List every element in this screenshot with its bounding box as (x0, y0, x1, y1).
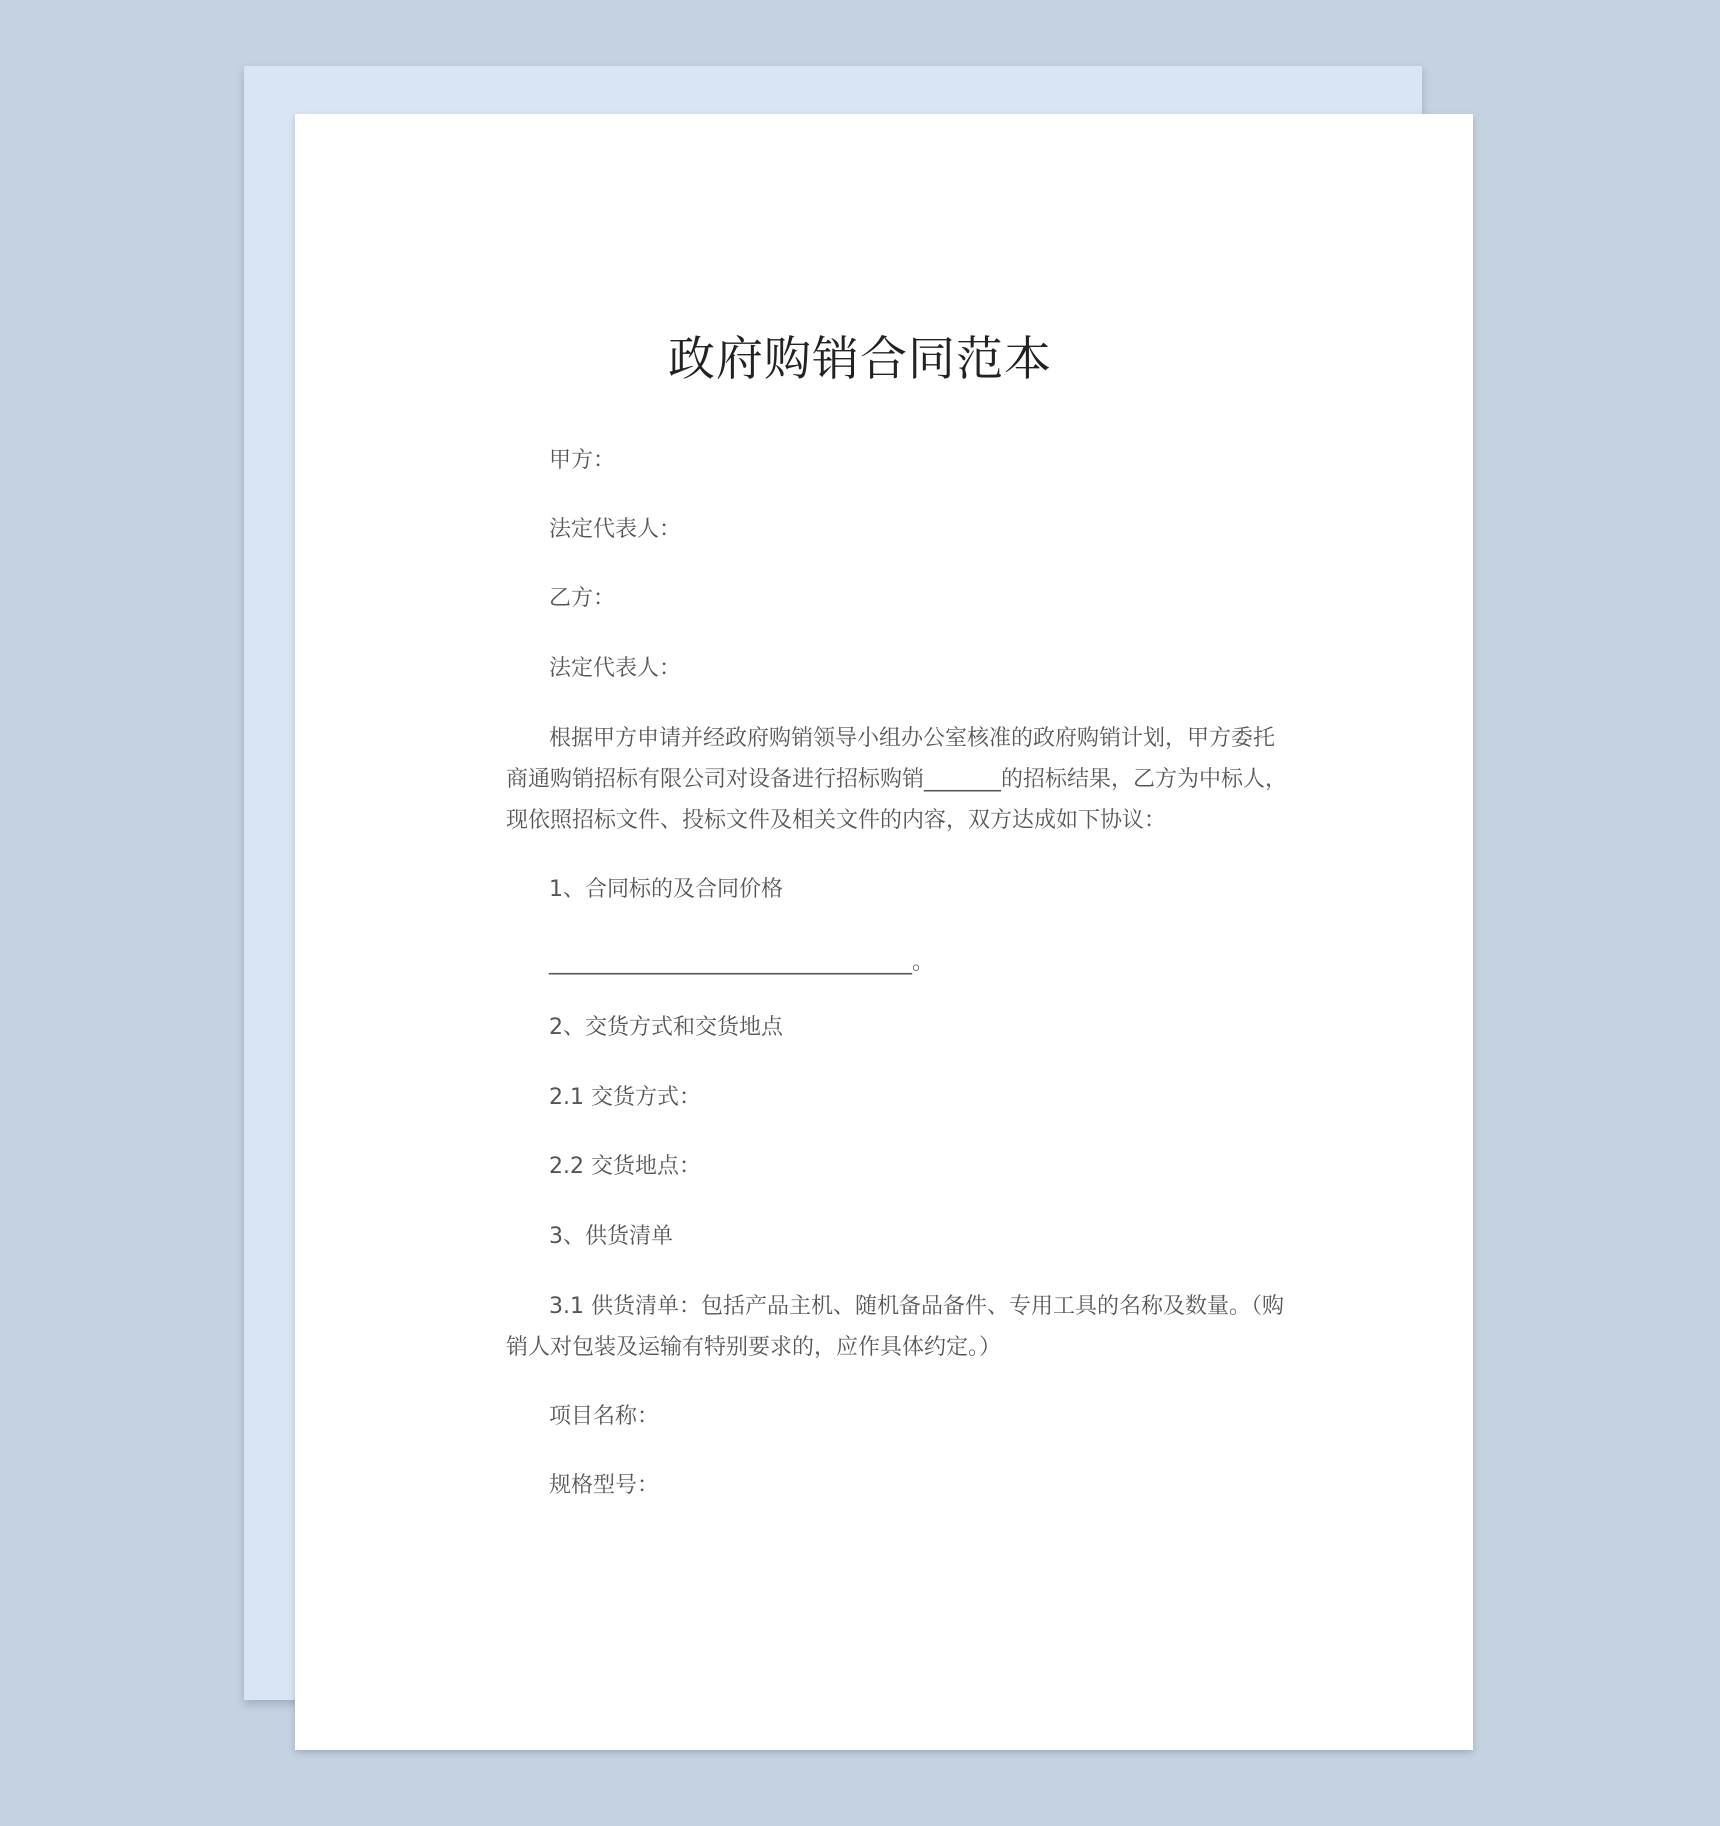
section-2-1-delivery-method: 2.1 交货方式： (549, 1085, 701, 1110)
section-3-1-line: 3.1 供货清单：包括产品主机、随机备品备件、专用工具的名称及数量。（购 (549, 1294, 1284, 1319)
intro-paragraph-line: 商通购销招标有限公司对设备进行招标购销_______的招标结果，乙方为中标人， (506, 767, 1288, 792)
intro-paragraph (506, 718, 1288, 841)
document-title: 政府购销合同范本 (668, 332, 1052, 387)
section-3-1-line: 销人对包装及运输有特别要求的，应作具体约定。） (506, 1335, 1002, 1360)
intro-paragraph-line: 根据甲方申请并经政府购销领导小组办公室核准的政府购销计划，甲方委托 (549, 726, 1276, 751)
section-2-2-delivery-place: 2.2 交货地点： (549, 1154, 701, 1179)
project-name-label: 项目名称： (549, 1404, 660, 1429)
section-2-heading: 2、交货方式和交货地点 (549, 1015, 783, 1040)
party-b-label: 乙方： (549, 586, 616, 611)
section-1-blank-line: _________________________________。 (549, 950, 935, 975)
section-3-heading: 3、供货清单 (549, 1224, 673, 1249)
party-a-label: 甲方： (549, 448, 616, 473)
section-3-1-paragraph (506, 1286, 1284, 1368)
party-b-representative-label: 法定代表人： (549, 656, 682, 681)
section-1-heading: 1、合同标的及合同价格 (549, 877, 783, 902)
intro-paragraph-line: 现依照招标文件、投标文件及相关文件的内容，双方达成如下协议： (506, 808, 1167, 833)
party-a-representative-label: 法定代表人： (549, 517, 682, 542)
spec-model-label: 规格型号： (549, 1473, 660, 1498)
